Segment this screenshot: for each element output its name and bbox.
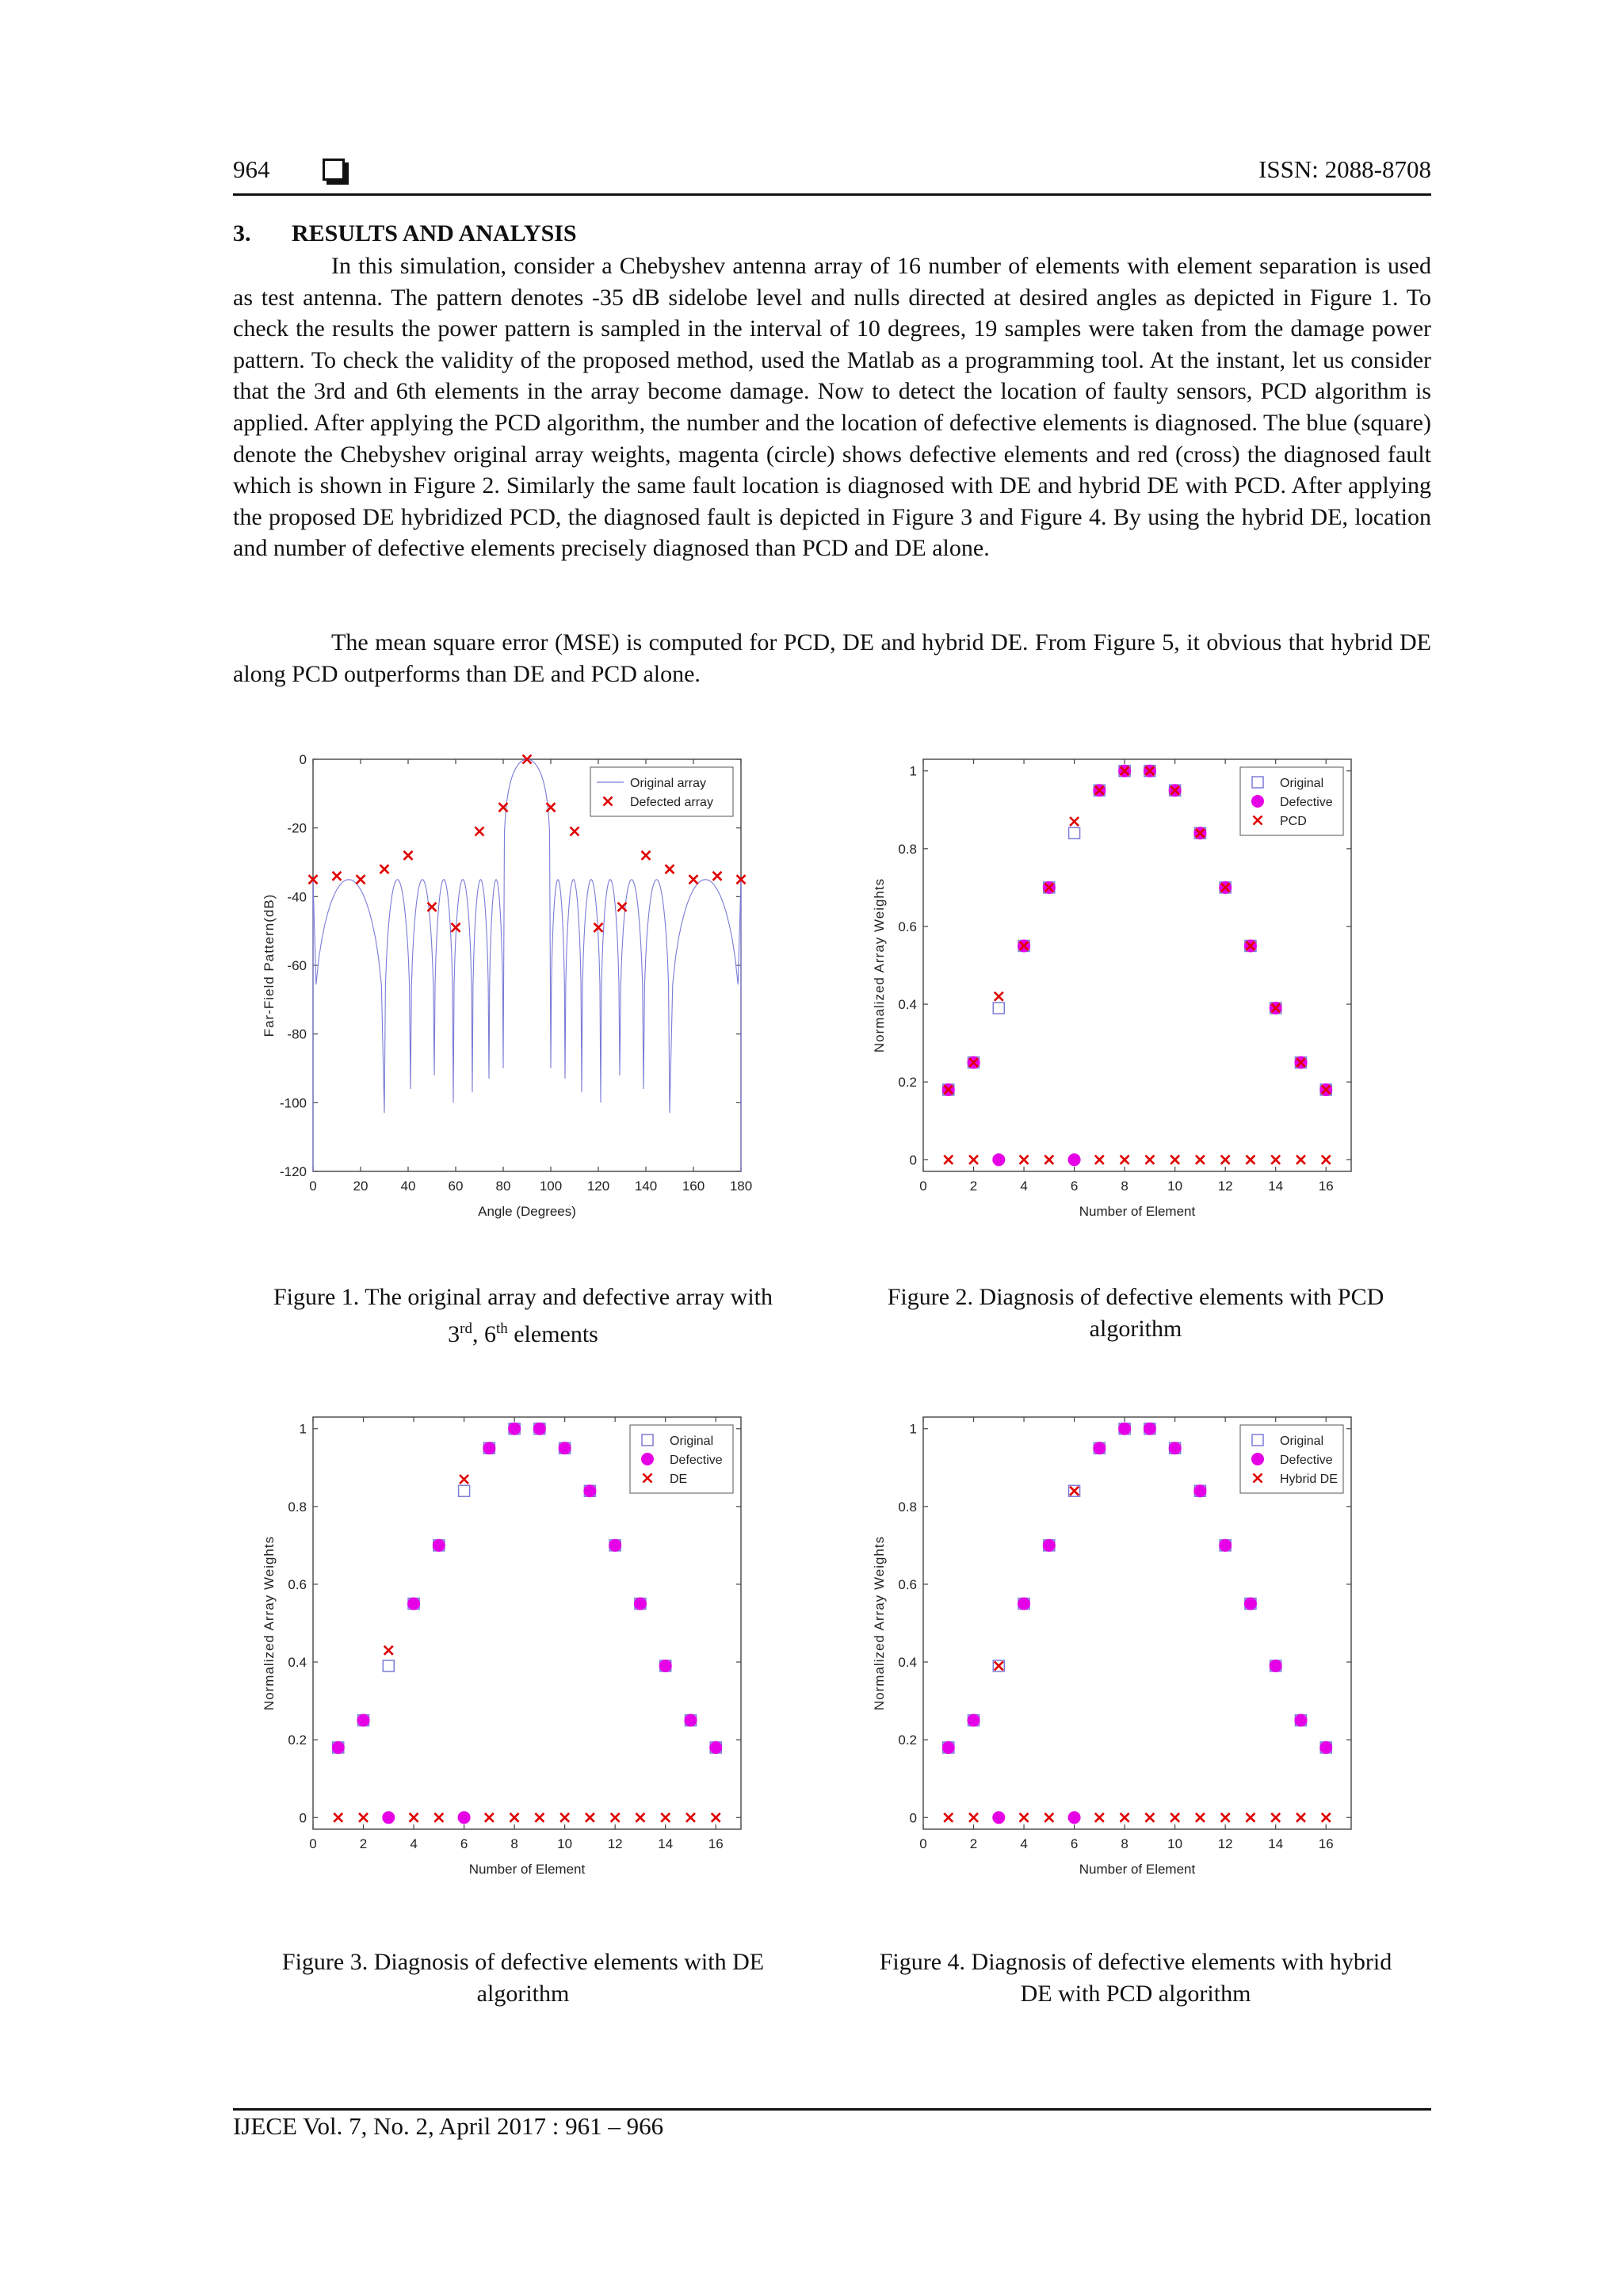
y-axis-label: Normalized Array Weights	[872, 877, 887, 1053]
marker-defective	[458, 1812, 470, 1824]
legend	[1240, 1425, 1343, 1493]
header-rule	[233, 193, 1431, 196]
x-tick-label: 12	[607, 1836, 623, 1851]
figure-1-chart	[254, 745, 761, 1252]
page-number: 964	[233, 155, 270, 183]
y-tick-label: 0.8	[898, 1499, 917, 1515]
legend-marker	[1252, 796, 1264, 808]
x-tick-label: 16	[1318, 1179, 1334, 1194]
marker-defective	[942, 1741, 954, 1753]
marker-defective	[509, 1423, 521, 1435]
legend-label: Original	[1280, 1435, 1324, 1448]
y-tick-label: 0	[909, 1152, 917, 1168]
x-tick-label: 2	[969, 1836, 978, 1851]
legend-marker	[642, 1454, 654, 1465]
legend-label: PCD	[1280, 815, 1307, 828]
caption-text: elements	[507, 1321, 598, 1347]
running-header	[233, 155, 1431, 195]
x-axis-label: Number of Element	[468, 1862, 586, 1877]
legend-label: Original array	[630, 777, 707, 790]
y-tick-label: -40	[287, 889, 307, 905]
x-tick-label: 14	[1268, 1179, 1284, 1194]
y-tick-label: 0.4	[898, 1655, 917, 1671]
marker-defective	[1295, 1714, 1307, 1726]
y-tick-label: -20	[287, 820, 307, 836]
y-tick-label: 0.4	[898, 997, 917, 1013]
body-paragraph-1: In this simulation, consider a Chebyshev antenna array of 16 number of elements with element separation is used as test antenna. The pattern denotes -35 dB sidelobe level and nulls directed at desired angles as depicted in Figure 1. To check the results the power pattern is sampled in the interval of 10 degrees, 19 samples were taken from the damage power pattern. To check the validity of the proposed method, used the Matlab as a programming tool. At the instant, let us consider that the 3rd and 6th elements in the array become damage. Now to detect the location of faulty sensors, PCD algorithm is applied. After applying the PCD algorithm, the number and the location of defective elements is diagnosed. The blue (square) denote the Chebyshev original array weights, magenta (circle) shows defective elements and red (cross) the diagnosed fault which is shown in Figure 2. Similarly the same fault location is diagnosed with DE and hybrid DE with PCD. After applying the proposed DE hybridized PCD, the diagnosed fault is depicted in Figure 3 and Figure 4. By using the hybrid DE, location and number of defective elements precisely diagnosed than PCD and DE alone.	[233, 253, 1431, 562]
y-tick-label: 0.2	[898, 1075, 917, 1091]
x-tick-label: 10	[1167, 1179, 1183, 1194]
marker-defective	[1018, 1598, 1030, 1610]
y-tick-label: 0.8	[898, 841, 917, 857]
legend-label: Defective	[1280, 796, 1333, 809]
y-tick-label: 0.4	[288, 1655, 307, 1671]
marker-defective	[609, 1539, 621, 1551]
caption-line: Figure 2. Diagnosis of defective elements with PCD	[887, 1284, 1384, 1310]
legend-label: Original	[1280, 777, 1324, 790]
x-axis-label: Number of Element	[1079, 1204, 1196, 1219]
section-title: RESULTS AND ANALYSIS	[292, 220, 577, 246]
marker-defective	[433, 1539, 445, 1551]
marker-defective	[1194, 1485, 1206, 1497]
section-number: 3.	[233, 220, 251, 246]
y-tick-label: 0.8	[288, 1499, 307, 1515]
x-tick-label: 8	[1121, 1179, 1128, 1194]
x-tick-label: 40	[400, 1179, 416, 1194]
x-tick-label: 6	[1070, 1836, 1079, 1851]
x-tick-label: 6	[460, 1836, 468, 1851]
x-axis-label: Angle (Degrees)	[478, 1204, 576, 1219]
x-tick-label: 0	[919, 1836, 927, 1851]
y-tick-label: -120	[279, 1164, 307, 1179]
x-axis-label: Number of Element	[1079, 1862, 1196, 1877]
marker-defective	[559, 1442, 571, 1454]
marker-defective	[993, 1154, 1005, 1166]
x-tick-label: 20	[353, 1179, 369, 1194]
y-tick-label: -80	[287, 1026, 307, 1042]
marker-defective	[332, 1741, 344, 1753]
legend-label: Defected array	[630, 796, 713, 809]
x-tick-label: 180	[729, 1179, 753, 1194]
body-paragraph-2: The mean square error (MSE) is computed for PCD, DE and hybrid DE. From Figure 5, it obvious that hybrid DE along PCD outperforms than DE and PCD alone.	[233, 629, 1431, 687]
x-tick-label: 120	[586, 1179, 610, 1194]
marker-defective	[634, 1598, 646, 1610]
legend-marker	[1252, 1454, 1264, 1465]
marker-defective	[383, 1812, 395, 1824]
x-tick-label: 10	[557, 1836, 573, 1851]
caption-line: DE with PCD algorithm	[1020, 1981, 1251, 2007]
x-tick-label: 14	[1268, 1836, 1284, 1851]
figure-2-caption	[838, 1282, 1433, 1345]
x-tick-label: 80	[495, 1179, 511, 1194]
caption-line: Figure 1. The original array and defective array with	[273, 1284, 773, 1310]
x-tick-label: 4	[1020, 1836, 1028, 1851]
y-tick-label: 0.6	[898, 919, 917, 934]
marker-defective	[1220, 1539, 1232, 1551]
x-tick-label: 0	[919, 1179, 927, 1194]
x-tick-label: 2	[969, 1179, 978, 1194]
x-tick-label: 12	[1217, 1836, 1233, 1851]
marker-defective	[993, 1812, 1005, 1824]
y-tick-label: 0	[299, 1810, 307, 1826]
figure-4-chart	[864, 1403, 1371, 1910]
figure-2-chart	[864, 745, 1371, 1252]
footer-rule	[233, 2108, 1431, 2111]
marker-defective	[1068, 1812, 1080, 1824]
y-tick-label: 0	[299, 752, 307, 767]
chart-svg	[864, 1403, 1371, 1910]
marker-defective	[357, 1714, 369, 1726]
y-tick-label: 0.2	[898, 1733, 917, 1748]
legend-label: DE	[670, 1473, 688, 1486]
caption-line: algorithm	[476, 1981, 570, 2007]
y-axis-label: Normalized Array Weights	[262, 1535, 277, 1711]
legend	[590, 767, 733, 816]
x-tick-label: 10	[1167, 1836, 1183, 1851]
marker-defective	[659, 1660, 671, 1671]
y-axis-label: Normalized Array Weights	[872, 1535, 887, 1711]
chart-svg	[254, 1403, 761, 1910]
checkbox-square-icon	[323, 159, 345, 181]
x-tick-label: 12	[1217, 1179, 1233, 1194]
marker-defective	[1169, 1442, 1181, 1454]
x-tick-label: 4	[1020, 1179, 1028, 1194]
plot-area	[313, 759, 741, 1171]
marker-defective	[1144, 1423, 1155, 1435]
marker-defective	[685, 1714, 697, 1726]
marker-defective	[1043, 1539, 1055, 1551]
y-tick-label: -60	[287, 958, 307, 973]
marker-defective	[968, 1714, 980, 1726]
y-tick-label: -100	[279, 1095, 307, 1111]
marker-defective	[1119, 1423, 1131, 1435]
legend-label: Defective	[670, 1454, 723, 1467]
x-tick-label: 16	[708, 1836, 724, 1851]
marker-defective	[1068, 1154, 1080, 1166]
marker-defective	[584, 1485, 596, 1497]
caption-superscript: th	[495, 1320, 508, 1337]
y-tick-label: 0.6	[288, 1576, 307, 1592]
x-tick-label: 160	[682, 1179, 705, 1194]
marker-defective	[408, 1598, 420, 1610]
x-tick-label: 100	[539, 1179, 563, 1194]
legend-label: Original	[670, 1435, 714, 1448]
x-tick-label: 8	[510, 1836, 518, 1851]
legend-label: Defective	[1280, 1454, 1333, 1467]
figure-4-caption	[838, 1946, 1433, 2010]
y-tick-label: 0.2	[288, 1733, 307, 1748]
footer-citation: IJECE Vol. 7, No. 2, April 2017 : 961 – 966	[233, 2112, 664, 2140]
issn: ISSN: 2088-8708	[1258, 155, 1431, 183]
y-tick-label: 1	[909, 1421, 917, 1437]
figure-1-caption	[235, 1282, 812, 1350]
marker-defective	[1270, 1660, 1281, 1671]
x-tick-label: 6	[1070, 1179, 1079, 1194]
x-tick-label: 4	[410, 1836, 418, 1851]
figure-3-caption	[235, 1946, 812, 2010]
section-heading	[233, 220, 577, 247]
y-tick-label: 1	[299, 1421, 307, 1437]
y-axis-label: Far-Field Pattern(dB)	[262, 893, 277, 1037]
caption-superscript: rd	[460, 1320, 472, 1337]
x-tick-label: 2	[359, 1836, 368, 1851]
caption-line: Figure 4. Diagnosis of defective elements with hybrid	[879, 1949, 1392, 1975]
x-tick-label: 8	[1121, 1836, 1128, 1851]
marker-defective	[533, 1423, 545, 1435]
chart-svg	[254, 745, 761, 1252]
legend	[1240, 767, 1343, 835]
caption-text: 3	[448, 1321, 460, 1347]
marker-defective	[710, 1741, 722, 1753]
caption-line: algorithm	[1089, 1316, 1182, 1342]
x-tick-label: 140	[634, 1179, 658, 1194]
x-tick-label: 60	[448, 1179, 464, 1194]
marker-defective	[483, 1442, 495, 1454]
x-tick-label: 0	[309, 1836, 317, 1851]
x-tick-label: 14	[658, 1836, 674, 1851]
marker-defective	[1244, 1598, 1256, 1610]
x-tick-label: 16	[1318, 1836, 1334, 1851]
figure-3-chart	[254, 1403, 761, 1910]
y-tick-label: 0	[909, 1810, 917, 1826]
chart-svg	[864, 745, 1371, 1252]
x-tick-label: 0	[309, 1179, 317, 1194]
caption-text: , 6	[472, 1321, 496, 1347]
legend-label: Hybrid DE	[1280, 1473, 1338, 1486]
caption-line	[235, 1313, 812, 1350]
legend	[630, 1425, 733, 1493]
marker-defective	[1320, 1741, 1332, 1753]
marker-defective	[1094, 1442, 1106, 1454]
caption-line: Figure 3. Diagnosis of defective elements with DE	[281, 1949, 765, 1975]
y-tick-label: 0.6	[898, 1576, 917, 1592]
y-tick-label: 1	[909, 763, 917, 779]
